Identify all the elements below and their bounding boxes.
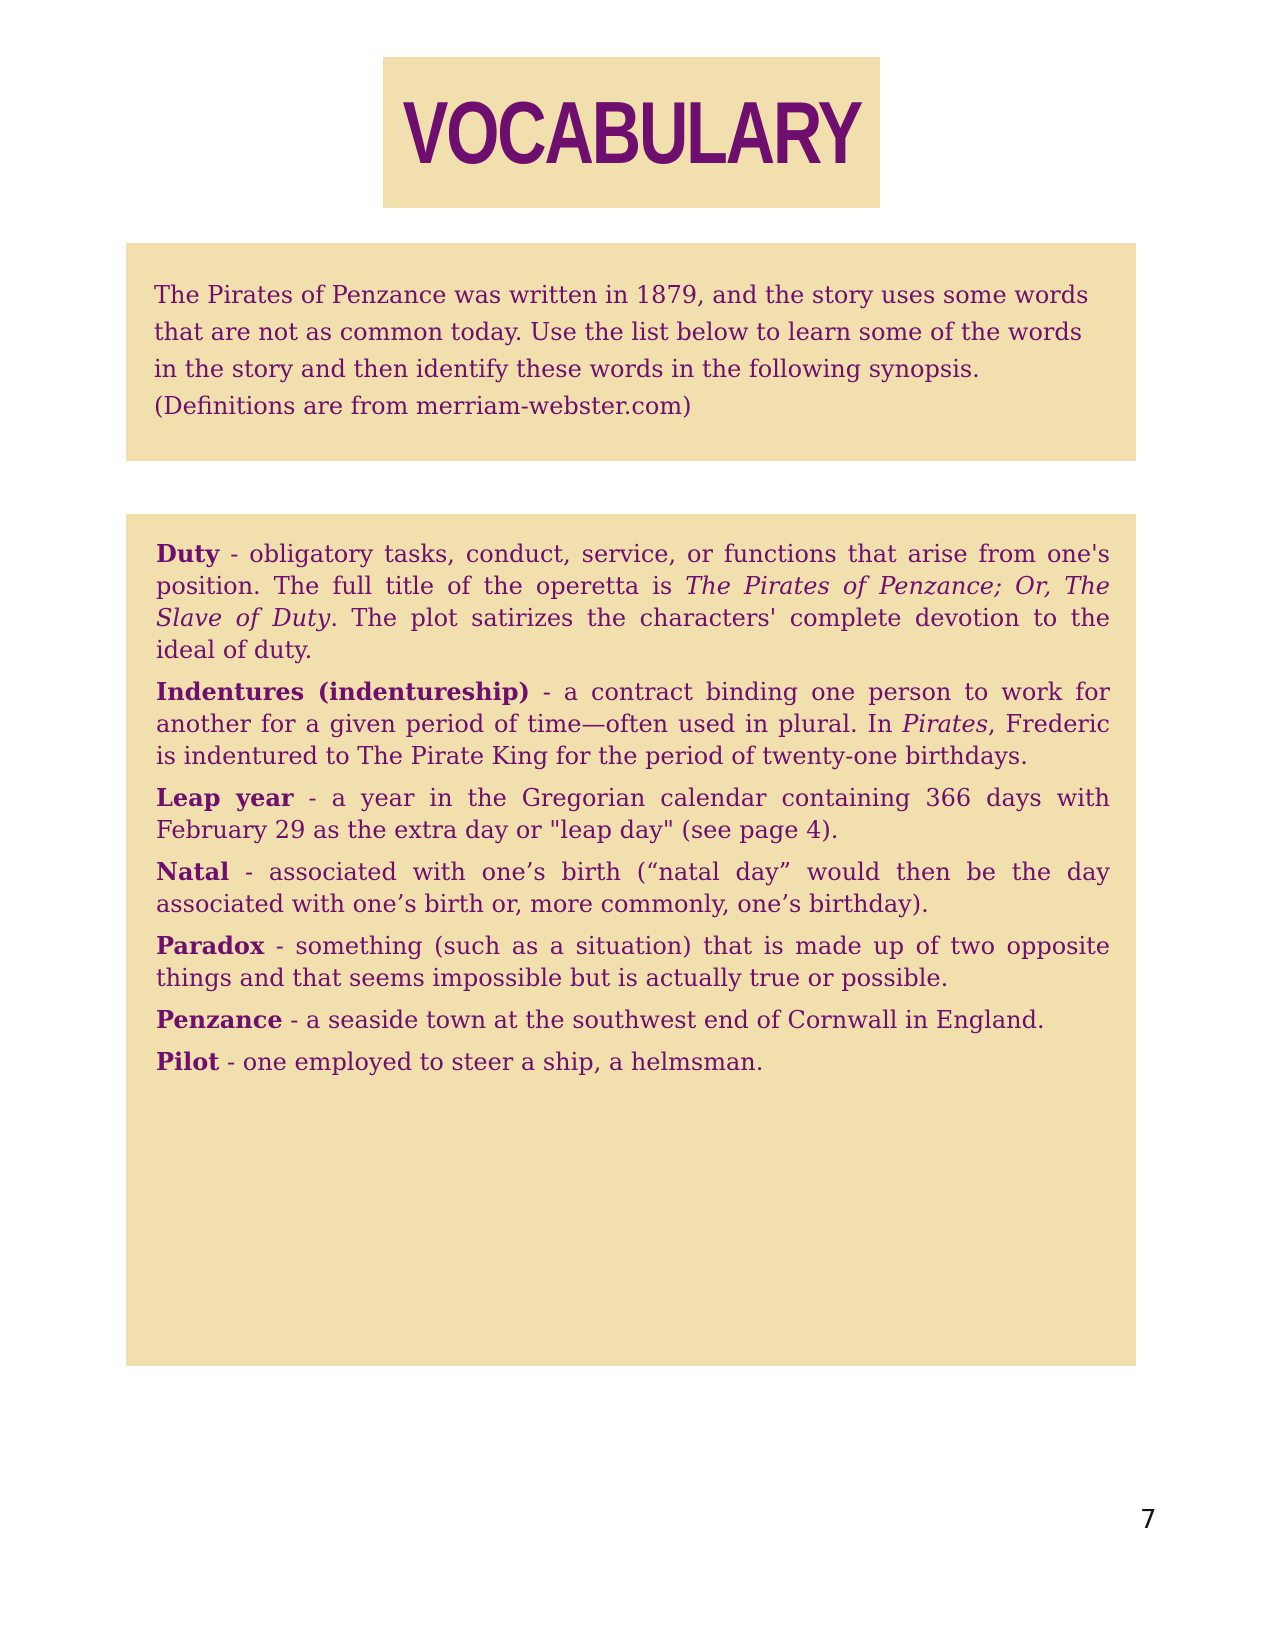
vocab-term: Penzance (156, 1005, 283, 1034)
vocab-entry-indentures (156, 676, 1110, 772)
vocabulary-panel (126, 514, 1136, 1366)
intro-paragraph: The Pirates of Penzance was written in 1879, and the story uses some words that are not as common today. Use the list below to learn some of the words in the story and then identify these words in the following synopsis. (Definitions are from merriam-webster.com) (154, 281, 1089, 420)
vocab-definition-title: Pirates (902, 710, 989, 738)
vocab-definition: , Frederic is indentured to The Pirate King for the period of twenty-one birthdays. (156, 710, 1110, 770)
vocab-definition-title: The Pirates of Penzance; Or, The Slave of Duty (156, 572, 1111, 632)
vocab-entry-penzance (156, 1004, 1110, 1036)
vocab-term: Duty (156, 539, 220, 568)
vocab-term: Indentures (indentureship) (156, 677, 530, 706)
vocab-term: Paradox (156, 931, 265, 960)
vocab-definition: - a seaside town at the southwest end of Cornwall in England. (282, 1006, 1045, 1034)
vocab-entry-leap-year (156, 782, 1110, 846)
vocab-entry-paradox (156, 930, 1110, 994)
vocab-definition: . The plot satirizes the characters' complete devotion to the ideal of duty. (156, 604, 1110, 664)
vocab-term: Pilot (156, 1047, 220, 1076)
vocab-definition: - a contract binding one person to work for another for a given period of time—often used in plural. In (156, 678, 1111, 738)
intro-panel (126, 243, 1136, 461)
vocab-definition: - one employed to steer a ship, a helmsman. (219, 1048, 764, 1076)
page-number: 7 (1140, 1505, 1157, 1535)
vocab-term: Leap year (156, 783, 294, 812)
title-banner (383, 57, 880, 208)
vocab-entry-pilot (156, 1046, 1110, 1078)
vocab-entry-natal (156, 856, 1110, 920)
vocab-definition: - something (such as a situation) that is made up of two opposite things and that seems impossible but is actually true or possible. (156, 932, 1110, 992)
vocab-term: Natal (156, 857, 230, 886)
vocab-definition: - a year in the Gregorian calendar containing 366 days with February 29 as the extra day or "leap day" (see page 4). (156, 784, 1110, 844)
vocab-entry-duty (156, 538, 1110, 666)
vocab-definition: - associated with one’s birth (“natal day” would then be the day associated with one’s birth or, more commonly, one’s birthday). (156, 858, 1110, 918)
vocab-definition: - obligatory tasks, conduct, service, or functions that arise from one's position. The full title of the operetta is (156, 540, 1110, 600)
page-title: VOCABULARY (402, 82, 861, 182)
